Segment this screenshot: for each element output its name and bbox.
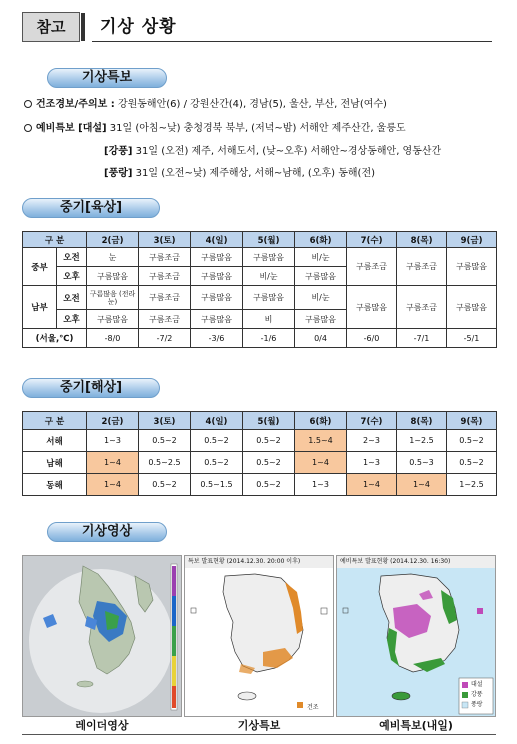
warning-map-icon: [185, 568, 334, 717]
warning-label: 건조경보/주의보 :: [36, 99, 115, 110]
time-label: 오후: [57, 310, 87, 329]
weather-images: [22, 555, 496, 717]
caption-prewarnings: 예비특보(내일): [379, 719, 453, 732]
table-cell: 0.5~2: [447, 452, 497, 474]
table-cell: 비/눈: [295, 248, 347, 267]
sea-forecast-table: [22, 411, 497, 496]
land-forecast-table: [22, 231, 497, 348]
table-cell: 비/눈: [295, 286, 347, 310]
table-cell: 0.5~2: [139, 474, 191, 496]
table-cell: 0.5~2: [191, 452, 243, 474]
table-cell: 0.5~2: [243, 452, 295, 474]
table-cell: 1~4: [397, 474, 447, 496]
header-day: 4(일): [191, 412, 243, 430]
region-label: 중부: [23, 248, 57, 286]
table-cell: 구름많음: [447, 286, 497, 329]
title-underline: [92, 41, 492, 42]
table-cell: 구름많음: [447, 248, 497, 286]
table-cell: 1.5~4: [295, 430, 347, 452]
table-cell: 1~2.5: [397, 430, 447, 452]
table-cell: 2~3: [347, 430, 397, 452]
table-cell: 구름조금: [347, 248, 397, 286]
time-label: 오후: [57, 267, 87, 286]
time-label: 오전: [57, 248, 87, 267]
header-day: 3(토): [139, 412, 191, 430]
table-cell: 구름조금: [139, 267, 191, 286]
reference-tag: 참고: [22, 12, 80, 42]
table-header-row: [23, 232, 497, 248]
table-cell: 구름많음: [191, 267, 243, 286]
table-cell: 구름조금: [397, 286, 447, 329]
warning-label: 예비특보 [대설]: [36, 123, 107, 134]
header-day: 8(목): [397, 232, 447, 248]
table-cell: 구름조금: [139, 310, 191, 329]
sea-region-label: 남해: [23, 452, 87, 474]
table-row-temperature: [23, 329, 497, 348]
warning-map-title: 특보 발표현황 (2014.12.30. 20:00 이후): [185, 556, 334, 568]
warning-text: 31일 (오전) 제주, 서해도서, (낮~오후) 서해안~경상동해안, 영동산간: [135, 146, 442, 157]
table-cell: 1~4: [87, 452, 139, 474]
table-cell: -6/0: [347, 329, 397, 348]
table-cell: 1~4: [295, 452, 347, 474]
table-cell: 1~3: [347, 452, 397, 474]
table-cell: 0.5~2: [243, 474, 295, 496]
header-day: 9(금): [447, 232, 497, 248]
temperature-label: (서울,℃): [23, 329, 87, 348]
table-cell: 구름조금: [397, 248, 447, 286]
legend-dry: 건조: [307, 704, 319, 711]
section-warnings: 기상특보: [47, 68, 167, 88]
table-cell: 0.5~2: [447, 430, 497, 452]
radar-image: [22, 555, 182, 717]
bullet-icon: [24, 100, 32, 108]
table-row: [23, 452, 497, 474]
table-cell: 0.5~2: [191, 430, 243, 452]
header-day: 7(수): [347, 232, 397, 248]
warning-text: 강원동해안(6) / 강원산간(4), 경남(5), 울산, 부산, 전남(여수): [117, 99, 387, 110]
table-cell: 0.5~2: [243, 430, 295, 452]
table-row: [23, 248, 497, 267]
sea-region-label: 서해: [23, 430, 87, 452]
warning-label: [풍랑]: [104, 168, 133, 179]
radar-map-icon: [23, 556, 182, 717]
table-row: [23, 474, 497, 496]
sea-region-label: 동해: [23, 474, 87, 496]
header-day: 2(금): [87, 232, 139, 248]
header-day: 9(목): [447, 412, 497, 430]
header-day: 4(일): [191, 232, 243, 248]
section-midland: 중기[육상]: [22, 198, 160, 218]
table-cell: -3/6: [191, 329, 243, 348]
table-cell: 구름조금: [139, 248, 191, 267]
table-cell: 1~3: [295, 474, 347, 496]
table-row: [23, 286, 497, 310]
table-cell: 구름많음: [191, 286, 243, 310]
table-cell: 1~4: [347, 474, 397, 496]
table-cell: 구름많음 (전라 눈): [87, 286, 139, 310]
table-cell: -1/6: [243, 329, 295, 348]
prewarning-map-title: 예비특보 발표현황 (2014.12.30. 16:30): [337, 556, 496, 568]
table-cell: -7/2: [139, 329, 191, 348]
region-label: 남부: [23, 286, 57, 329]
legend-wind: 강풍: [471, 691, 483, 698]
table-cell: 구름많음: [87, 310, 139, 329]
table-cell: 1~4: [87, 474, 139, 496]
warning-line-4: [104, 167, 375, 180]
warning-line-1: [24, 98, 387, 111]
caption-underline: [22, 734, 496, 735]
time-label: 오전: [57, 286, 87, 310]
legend-snow: 대설: [471, 681, 483, 688]
warning-line-2: [24, 122, 406, 135]
table-cell: 1~2.5: [447, 474, 497, 496]
table-cell: 0.5~2.5: [139, 452, 191, 474]
table-cell: -8/0: [87, 329, 139, 348]
table-cell: 0/4: [295, 329, 347, 348]
caption-radar: 레이더영상: [75, 719, 129, 732]
header-day: 6(화): [295, 412, 347, 430]
table-cell: -7/1: [397, 329, 447, 348]
header-day: 5(월): [243, 232, 295, 248]
table-cell: 1~3: [87, 430, 139, 452]
section-images: 기상영상: [47, 522, 167, 542]
page-title: 기상 상황: [100, 17, 177, 37]
header-day: 2(금): [87, 412, 139, 430]
table-cell: -5/1: [447, 329, 497, 348]
table-cell: 비/눈: [243, 267, 295, 286]
table-cell: 0.5~3: [397, 452, 447, 474]
table-cell: 구름많음: [191, 310, 243, 329]
table-cell: 구름많음: [87, 267, 139, 286]
warning-label: [강풍]: [104, 146, 133, 157]
table-cell: 비: [243, 310, 295, 329]
legend-wave: 풍랑: [471, 701, 483, 708]
table-cell: 눈: [87, 248, 139, 267]
warning-text: 31일 (아침~낮) 충청경북 북부, (저녁~밤) 서해안 제주산간, 울릉도: [109, 123, 406, 134]
table-cell: 구름많음: [191, 248, 243, 267]
table-cell: 0.5~1.5: [191, 474, 243, 496]
table-cell: 구름많음: [347, 286, 397, 329]
table-cell: 구름많음: [295, 310, 347, 329]
title-bar: [22, 12, 492, 42]
table-cell: 0.5~2: [139, 430, 191, 452]
prewarning-map: [336, 555, 496, 717]
section-midsea: 중기[해상]: [22, 378, 160, 398]
prewarning-legend: [471, 680, 483, 710]
caption-warnings: 기상특보: [237, 719, 281, 732]
warning-map: [184, 555, 334, 717]
warning-line-3: [104, 145, 441, 158]
table-cell: 구름많음: [295, 267, 347, 286]
table-row: [23, 430, 497, 452]
header-corner: 구 분: [23, 232, 87, 248]
header-day: 7(수): [347, 412, 397, 430]
header-day: 3(토): [139, 232, 191, 248]
table-header-row: [23, 412, 497, 430]
table-cell: 구름많음: [243, 286, 295, 310]
warning-text: 31일 (오전~낮) 제주해상, 서해~남해, (오후) 동해(전): [135, 168, 376, 179]
bullet-icon: [24, 124, 32, 132]
header-corner: 구 분: [23, 412, 87, 430]
header-day: 8(목): [397, 412, 447, 430]
table-cell: 구름조금: [139, 286, 191, 310]
header-day: 5(월): [243, 412, 295, 430]
table-cell: 구름많음: [243, 248, 295, 267]
header-day: 6(화): [295, 232, 347, 248]
